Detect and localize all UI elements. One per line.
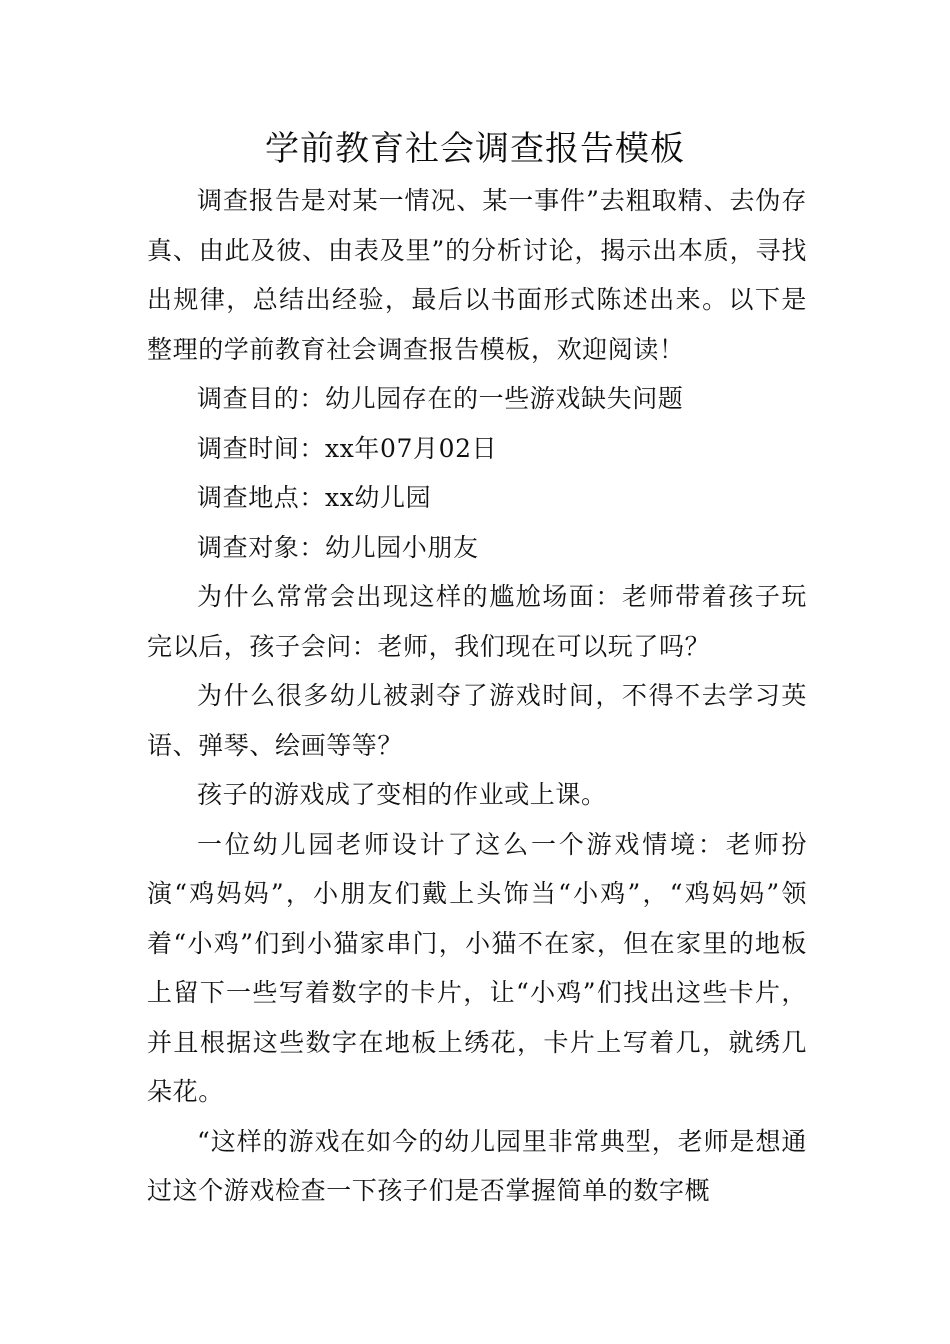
document-title: 学前教育社会调查报告模板 xyxy=(265,129,685,169)
paragraph-question-2: 为什么很多幼儿被剥夺了游戏时间，不得不去学习英语、弹琴、绘画等等？ xyxy=(147,681,807,760)
paragraph-statement: 孩子的游戏成了变相的作业或上课。 xyxy=(197,780,607,809)
paragraph-time: 调查时间：xx年07月02日 xyxy=(197,433,498,463)
paragraph-purpose: 调查目的：幼儿园存在的一些游戏缺失问题 xyxy=(197,384,684,413)
paragraph-analysis: “这样的游戏在如今的幼儿园里非常典型，老师是想通过这个游戏检查一下孩子们是否掌握简单的数字概 xyxy=(147,1126,807,1205)
paragraph-location: 调查地点：xx幼儿园 xyxy=(197,483,432,512)
paragraph-intro: 调查报告是对某一情况、某一事件”去粗取精、去伪存真、由此及彼、由表及里”的分析讨论，揭示出本质，寻找出规律，总结出经验，最后以书面形式陈述出来。以下是整理的学前教育社会调查报告模板，欢迎阅读！ xyxy=(147,186,807,364)
paragraph-subject: 调查对象：幼儿园小朋友 xyxy=(197,532,479,562)
paragraph-question-1: 为什么常常会出现这样的尴尬场面：老师带着孩子玩完以后，孩子会问：老师，我们现在可以玩了吗？ xyxy=(147,582,807,661)
paragraph-example: 一位幼儿园老师设计了这么一个游戏情境：老师扮演“鸡妈妈”，小朋友们戴上头饰当“小鸡”，“鸡妈妈”领着“小鸡”们到小猫家串门，小猫不在家，但在家里的地板上留下一些写着数字的卡片，让“小鸡”们找出这些卡片，并且根据这些数字在地板上绣花，卡片上写着几，就绣几朵花。 xyxy=(147,829,807,1106)
document-body xyxy=(147,176,807,1216)
